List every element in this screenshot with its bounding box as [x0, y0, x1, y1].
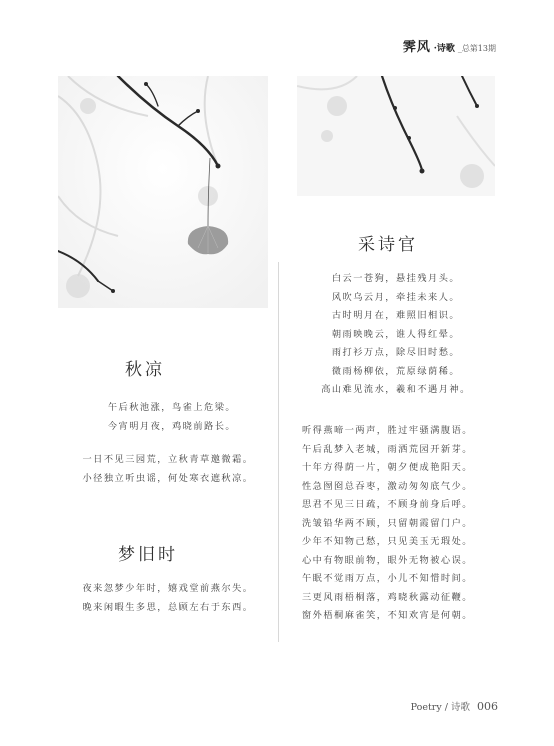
poem-line: 朝雨映晚云，谁人得红晕。 — [331, 328, 461, 340]
poem-line: 洗皱铅华两不顾，只留朝霞留门户。 — [302, 517, 473, 529]
ginkgo-branch-photo — [58, 76, 268, 308]
poem-line: 午眠不觉雨万点，小儿不知惜时间。 — [302, 573, 473, 584]
page-footer — [411, 699, 498, 713]
poem-line: 白云一苍狗，悬挂残月头。 — [331, 273, 461, 284]
poem-line: 今宵明月夜，鸡晓前路长。 — [107, 420, 237, 432]
poem-line: 十年方得荫一片，朝夕便成艳阳天。 — [302, 462, 473, 473]
poem-line: 思君不见三日疏，不顾身前身后呼。 — [302, 499, 473, 510]
poem-line: 午后秋池涨，鸟雀上危梁。 — [107, 402, 237, 413]
poem-line: 夜来忽梦少年时，嬉戏堂前燕尔失。 — [82, 583, 254, 594]
poem-line: 微雨杨柳依，荒原绿荫稀。 — [331, 365, 461, 377]
poem-line: 少年不知物己愁，只见美玉无瑕处。 — [302, 536, 473, 547]
poem-line: 午后乱梦入老城，雨洒荒园开新芽。 — [302, 443, 473, 455]
footer-section-label: Poetry / 诗歌 — [410, 702, 470, 713]
poem-line: 古时明月在，难照旧相识。 — [331, 310, 461, 321]
poem-line: 高山难见流水，羲和不遇月神。 — [321, 384, 471, 395]
column-divider — [278, 262, 279, 642]
section-label: ·诗歌 — [433, 44, 455, 54]
poem-title-qiuliang: 秋凉 — [125, 360, 165, 380]
poem-line: 性急囫囵总吞枣，激动匆匆底气少。 — [302, 480, 473, 492]
poem-line: 三更风雨梧桐落，鸡晓秋露动征鞭。 — [302, 591, 473, 603]
running-header — [403, 36, 496, 55]
page-number: 006 — [477, 700, 498, 713]
poem-line: 风吹乌云月，牵挂未来人。 — [331, 291, 461, 303]
branch-photo — [297, 76, 495, 196]
magazine-logo: 霁风 — [402, 40, 431, 55]
poem-line: 小径独立听虫谣，何处寒衣遮秋凉。 — [82, 472, 254, 484]
poem-qiuliang-stanza-1 — [76, 399, 268, 436]
poem-caishiguan-stanza-2 — [302, 422, 502, 626]
poem-line: 雨打衫万点，除尽旧时愁。 — [331, 347, 461, 358]
poem-caishiguan-stanza-1 — [297, 270, 495, 400]
poem-line: 一日不见三园荒，立秋青草邀微霜。 — [82, 454, 254, 465]
poem-line: 听得燕啼一两声，胜过牢骚满腹语。 — [302, 425, 473, 436]
poem-title-caishiguan: 采诗官 — [358, 235, 418, 255]
poem-line: 心中有物眼前物，眼外无物被心误。 — [302, 554, 473, 566]
poem-title-mengjiushi: 梦旧时 — [118, 545, 178, 565]
poem-qiuliang-stanza-2 — [64, 451, 272, 488]
poem-mengjiushi-lines — [64, 580, 272, 617]
poem-line: 窗外梧桐麻雀笑，不知欢宵是何朝。 — [302, 610, 473, 621]
poem-line: 晚来闲暇生多思，总顾左右于东西。 — [82, 601, 254, 613]
issue-label: _总第13期 — [457, 44, 496, 53]
